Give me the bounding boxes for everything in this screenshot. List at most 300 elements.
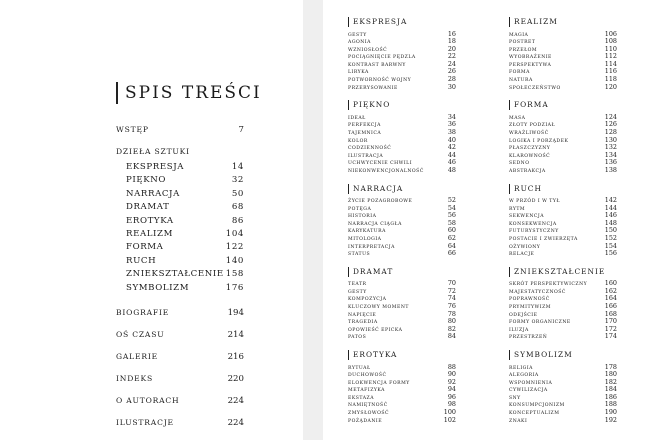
toc-page: 68 [231,202,244,213]
toc-page: 104 [225,228,244,239]
entry-title: POSTRET [509,40,536,46]
entry-page: 18 [447,37,456,46]
entry-title: RYTM [509,206,526,212]
entry-title: CYWILIZACJA [509,388,548,394]
toc-section [509,17,617,91]
entry-title: ABSTRAKCJA [509,168,546,174]
toc-sub-list [116,162,244,296]
entry-page: 46 [447,158,456,167]
toc-label: BIOGRAFIE [116,307,170,317]
entry-title: MAJESTATYCZNOŚĆ [509,289,566,295]
entry-title: POPRAWNOŚĆ [509,297,550,303]
section-heading[interactable]: EKSPRESJA [348,17,456,27]
entry-page: 34 [447,112,456,121]
section-heading[interactable]: FORMA [509,100,617,110]
entry-page: 160 [604,279,617,288]
entry-title: KOMPOZYCJA [348,297,387,303]
toc-entry[interactable] [348,295,456,303]
entry-title: FORMA [509,70,530,76]
entry-page: 58 [447,218,456,227]
toc-label: GALERIE [116,351,158,361]
section-heading[interactable]: EROTYKA [348,350,456,360]
entry-page: 94 [447,385,456,394]
toc-entry[interactable] [348,212,456,220]
entry-title: CODZIENNOŚĆ [348,146,392,152]
entry-page: 112 [604,52,617,61]
section-heading[interactable]: DRAMAT [348,267,456,277]
entry-page: 128 [604,127,617,136]
toc-entry[interactable] [348,235,456,243]
entry-page: 106 [604,29,617,38]
toc-label: FORMA [126,242,164,253]
entry-title: WYOBRAŻENIE [509,55,552,61]
toc-subentry[interactable] [126,202,244,215]
left-page [0,0,303,440]
toc-entry[interactable] [116,352,244,362]
toc-entry[interactable] [509,114,617,122]
toc-entry[interactable] [509,212,617,220]
toc-label: EKSPRESJA [126,162,185,172]
toc-entry[interactable] [509,197,617,205]
toc-page: 50 [231,188,244,199]
entry-title: SNY [509,395,521,401]
toc-entry[interactable] [348,68,456,76]
entry-title: POCIĄGNIĘCIE PĘDZLA [348,55,416,61]
entry-page: 164 [604,294,617,303]
main-toc [116,125,244,428]
entry-title: POTĘGA [348,206,372,212]
toc-entry[interactable] [348,311,456,319]
toc-page: 122 [225,242,244,253]
entry-title: SKRÓT PERSPEKTYWICZNY [509,282,588,288]
toc-subentry[interactable] [126,242,244,255]
entry-title: POŻĄDANIE [348,418,383,424]
entry-title: TAJEMNICA [348,130,382,136]
entry-page: 152 [604,233,617,242]
toc-page: 32 [231,175,244,186]
entry-title: NAPIĘCIE [348,312,377,318]
toc-label: OŚ CZASU [116,329,165,339]
toc-entry[interactable] [348,121,456,129]
entry-page: 60 [447,226,456,235]
entry-title: PRZERYSOWANIE [348,85,398,91]
section-heading[interactable]: PIĘKNO [348,100,456,110]
toc-entry[interactable] [509,409,617,417]
entry-title: NAMIĘTNOŚĆ [348,403,388,409]
entry-page: 138 [604,165,617,174]
toc-column-left [348,17,456,433]
entry-page: 36 [447,120,456,129]
toc-section [348,184,456,258]
entry-title: PRZEŁOM [509,47,538,53]
toc-entry[interactable] [348,159,456,167]
entry-page: 148 [604,218,617,227]
entry-page: 16 [447,29,456,38]
entry-page: 188 [604,400,617,409]
entry-title: ALEGORIA [509,373,539,379]
toc-entry[interactable] [509,61,617,69]
entry-title: NATURA [509,78,533,84]
toc-entry[interactable] [509,288,617,296]
toc-entry[interactable] [509,394,617,402]
toc-after-list [116,296,244,428]
toc-entry[interactable] [348,318,456,326]
entry-page: 28 [447,75,456,84]
entry-page: 80 [447,317,456,326]
book-gutter [303,0,323,440]
toc-page: 216 [227,351,244,362]
entry-title: WRAŻLIWOŚĆ [509,130,549,136]
toc-entry[interactable] [509,364,617,372]
entry-title: OPOWIEŚĆ EPICKA [348,327,403,333]
entry-title: NIEKONWENCJONALNOŚĆ [348,168,424,174]
toc-label: WSTĘP [116,125,149,134]
entry-page: 178 [604,362,617,371]
entry-page: 120 [604,82,617,91]
toc-entry[interactable] [509,121,617,129]
toc-entry[interactable] [116,125,244,135]
toc-subentry[interactable] [126,229,244,242]
toc-label: ZNIEKSZTAŁCENIE [126,269,224,280]
toc-entry[interactable] [348,386,456,394]
toc-section [509,100,617,174]
toc-entry[interactable] [348,333,456,341]
entry-title: MAGIA [509,32,529,38]
toc-entry[interactable] [348,197,456,205]
entry-title: LIRYKA [348,70,369,76]
entry-page: 174 [604,332,617,341]
toc-entry[interactable] [348,152,456,160]
toc-entry[interactable] [348,38,456,46]
toc-entry[interactable] [509,53,617,61]
toc-entry[interactable] [116,418,244,428]
toc-entry[interactable] [509,137,617,145]
entry-title: KONSUMPCJONIZM [509,403,565,409]
toc-entry[interactable] [509,303,617,311]
toc-entry[interactable] [509,417,617,425]
entry-title: DUCHOWOŚĆ [348,373,387,379]
toc-entry[interactable] [509,280,617,288]
toc-subentry[interactable] [126,283,244,296]
entry-page: 172 [604,324,617,333]
toc-section [348,17,456,91]
entry-title: FUTURYSTYCZNY [509,229,559,235]
entry-page: 154 [604,241,617,250]
toc-label: INDEKS [116,373,153,383]
toc-entry[interactable] [509,167,617,175]
toc-entry[interactable] [348,379,456,387]
entry-title: KONTRAST BARWNY [348,62,406,68]
toc-page: 86 [231,215,244,226]
toc-entry[interactable] [509,295,617,303]
entry-title: WSPOMNIENIA [509,380,553,386]
toc-entry[interactable] [509,401,617,409]
entry-title: ZNAKI [509,418,528,424]
toc-entry[interactable] [348,364,456,372]
entry-title: AGONIA [348,40,371,46]
entry-title: PRYMITYWIZM [509,305,551,311]
toc-label: DZIEŁA SZTUKI [116,147,190,156]
toc-entry[interactable] [348,205,456,213]
entry-page: 42 [447,143,456,152]
entry-title: SEDNO [509,161,530,167]
toc-entry[interactable] [116,308,244,318]
entry-title: KONSEKWENCJA [509,221,557,227]
entry-page: 166 [604,302,617,311]
entry-page: 84 [447,332,456,341]
toc-entry[interactable] [348,401,456,409]
toc-entry[interactable] [348,250,456,258]
entry-page: 190 [604,408,617,417]
section-heading[interactable]: SYMBOLIZM [509,350,617,360]
toc-entry[interactable] [509,129,617,137]
toc-entry[interactable] [509,250,617,258]
entry-title: SPOŁECZEŃSTWO [509,85,561,91]
entry-page: 168 [604,309,617,318]
entry-page: 88 [447,362,456,371]
section-heading[interactable]: ZNIEKSZTAŁCENIE [509,267,617,277]
entry-page: 184 [604,385,617,394]
entry-page: 100 [443,408,456,417]
toc-subentry[interactable] [126,175,244,188]
toc-entry[interactable] [509,235,617,243]
entry-page: 186 [604,392,617,401]
toc-entry[interactable] [348,46,456,54]
toc-entry[interactable] [348,243,456,251]
entry-title: POTWORNOŚĆ WOJNY [348,78,412,84]
toc-entry[interactable] [509,144,617,152]
entry-title: KONCEPTUALIZM [509,411,560,417]
entry-page: 56 [447,211,456,220]
toc-entry[interactable] [116,147,244,156]
entry-title: STATUS [348,252,371,258]
entry-title: IDEAŁ [348,115,366,121]
toc-entry[interactable] [509,326,617,334]
toc-entry[interactable] [509,31,617,39]
entry-title: GESTY [348,32,367,38]
entry-page: 24 [447,59,456,68]
entry-title: WZNIOSŁOŚĆ [348,47,388,53]
entry-page: 150 [604,226,617,235]
toc-page: 7 [238,125,244,135]
entry-page: 92 [447,377,456,386]
toc-entry[interactable] [509,205,617,213]
toc-subentry[interactable] [126,189,244,202]
toc-section [348,267,456,341]
entry-title: MITOLOGIA [348,236,382,242]
entry-title: PERFEKCJA [348,123,381,129]
toc-entry[interactable] [509,152,617,160]
toc-entry[interactable] [348,220,456,228]
toc-section [509,267,617,341]
entry-page: 102 [443,415,456,424]
entry-page: 98 [447,400,456,409]
toc-entry[interactable] [509,76,617,84]
toc-entry[interactable] [116,330,244,340]
toc-entry[interactable] [509,371,617,379]
toc-subentry[interactable] [126,216,244,229]
toc-entry[interactable] [348,129,456,137]
toc-entry[interactable] [348,84,456,92]
entry-page: 82 [447,324,456,333]
toc-column-right [509,17,617,433]
entry-title: KLAROWNOŚĆ [509,153,551,159]
entry-page: 114 [604,59,617,68]
entry-page: 76 [447,302,456,311]
entry-page: 20 [447,44,456,53]
toc-entry[interactable] [348,137,456,145]
entry-page: 66 [447,249,456,258]
entry-page: 52 [447,196,456,204]
toc-entry[interactable] [348,61,456,69]
section-heading[interactable]: RUCH [509,184,617,194]
entry-page: 130 [604,135,617,144]
entry-title: PRZESTRZEŃ [509,335,548,341]
toc-subentry[interactable] [126,162,244,175]
toc-entry[interactable] [348,144,456,152]
toc-label: EROTYKA [126,215,174,226]
section-heading[interactable]: NARRACJA [348,184,456,194]
toc-label: REALIZM [126,228,174,239]
toc-label: DRAMAT [126,202,170,213]
section-heading[interactable]: REALIZM [509,17,617,27]
toc-subentry[interactable] [126,256,244,269]
toc-label: SYMBOLIZM [126,282,190,293]
entry-page: 54 [447,203,456,212]
toc-entry[interactable] [509,386,617,394]
entry-title: EKSTAZA [348,395,375,401]
toc-entry[interactable] [509,379,617,387]
entry-page: 26 [447,67,456,76]
entry-page: 118 [604,75,617,84]
toc-entry[interactable] [348,167,456,175]
toc-page: 176 [225,282,244,293]
entry-title: GESTY [348,289,367,295]
entry-page: 74 [447,294,456,303]
entry-title: PATOS [348,335,367,341]
entry-page: 90 [447,370,456,379]
entry-page: 156 [604,249,617,258]
entry-title: TRAGEDIA [348,320,378,326]
entry-title: KARYKATURA [348,229,386,235]
toc-page: 220 [227,373,244,384]
toc-entry[interactable] [509,318,617,326]
entry-page: 136 [604,158,617,167]
entry-page: 162 [604,286,617,295]
toc-page: 140 [225,255,244,266]
entry-title: NARRACJA CIĄGŁA [348,221,402,227]
toc-entry[interactable] [509,159,617,167]
toc-entry[interactable] [348,409,456,417]
toc-label: RUCH [126,255,157,266]
entry-title: ŻYCIE POZAGROBOWE [348,199,413,204]
entry-title: ILUZJA [509,327,529,333]
entry-title: RELACJE [509,252,535,258]
toc-section [509,350,617,424]
entry-page: 38 [447,127,456,136]
toc-entry[interactable] [509,220,617,228]
toc-entry[interactable] [348,76,456,84]
entry-title: TEATR [348,282,367,288]
entry-page: 40 [447,135,456,144]
entry-title: POSTACIE I ZWIERZĘTA [509,236,578,242]
toc-entry[interactable] [509,84,617,92]
toc-entry[interactable] [348,53,456,61]
toc-entry[interactable] [348,280,456,288]
entry-title: KOLOR [348,138,368,144]
toc-label: PIĘKNO [126,175,167,186]
toc-entry[interactable] [348,326,456,334]
toc-entry[interactable] [348,288,456,296]
toc-entry[interactable] [348,371,456,379]
entry-page: 78 [447,309,456,318]
toc-entry[interactable] [348,303,456,311]
toc-entry[interactable] [348,114,456,122]
entry-page: 110 [604,44,617,53]
toc-entry[interactable] [348,31,456,39]
toc-entry[interactable] [348,417,456,425]
entry-title: ILUSTRACJA [348,153,384,159]
entry-page: 124 [604,112,617,121]
toc-page: 214 [227,329,244,340]
toc-entry[interactable] [509,243,617,251]
entry-page: 132 [604,143,617,152]
entry-title: W PRZÓD I W TYŁ [509,199,560,204]
toc-entry[interactable] [509,311,617,319]
toc-entry[interactable] [509,227,617,235]
toc-label: NARRACJA [126,188,180,199]
entry-page: 62 [447,233,456,242]
toc-entry[interactable] [509,38,617,46]
toc-subentry[interactable] [126,269,244,282]
entry-page: 126 [604,120,617,129]
entry-title: UCHWYCENIE CHWILI [348,161,413,167]
entry-title: INTERPRETACJA [348,244,395,250]
toc-label: ILUSTRACJE [116,417,174,427]
entry-title: METAFIZYKA [348,388,385,394]
entry-page: 44 [447,150,456,159]
toc-entry[interactable] [116,396,244,406]
entry-title: SEKWENCJA [509,214,545,220]
toc-page: 158 [225,269,244,280]
page-title: SPIS TREŚCI [116,82,262,104]
entry-page: 48 [447,165,456,174]
toc-entry[interactable] [348,227,456,235]
entry-page: 144 [604,203,617,212]
toc-entry[interactable] [348,394,456,402]
entry-page: 30 [447,82,456,91]
toc-page: 14 [231,162,244,172]
entry-page: 182 [604,377,617,386]
entry-title: KLUCZOWY MOMENT [348,305,409,311]
entry-page: 22 [447,52,456,61]
toc-section [348,350,456,424]
toc-entry[interactable] [116,374,244,384]
entry-title: ZŁOTY PODZIAŁ [509,123,556,129]
entry-title: FORMY ORGANICZNE [509,320,571,326]
entry-page: 142 [604,196,617,204]
entry-page: 108 [604,37,617,46]
entry-title: ZMYSŁOWOŚĆ [348,411,390,417]
toc-entry[interactable] [509,68,617,76]
entry-page: 70 [447,279,456,288]
toc-entry[interactable] [509,46,617,54]
entry-title: PŁASZCZYZNY [509,146,551,152]
toc-section [509,184,617,258]
entry-page: 146 [604,211,617,220]
toc-page: 194 [227,307,244,318]
toc-entry[interactable] [509,333,617,341]
